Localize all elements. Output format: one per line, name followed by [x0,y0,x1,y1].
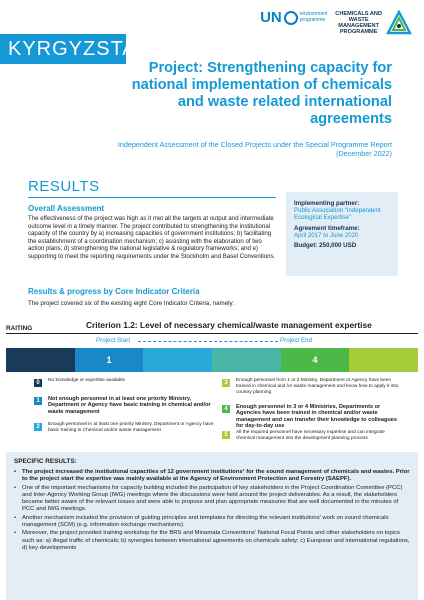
legend-swatch: 3 [222,379,230,387]
legend-swatch: 4 [222,405,230,413]
header-logos [260,10,412,36]
project-end-label: Project End [280,337,312,344]
overall-assessment-text: The effectiveness of the project was high as it met all the targets at output and intermediate outcome level in a timely manner. The project contributed to strengthening the institutional capacity of the country by a) increasing capacities of government institutions; b) facilitating the establishment of a coordination mechanism; c) assisting with the elaboration of two action plans; d) strengthening the national legislative & regulatory frameworks; and e) supporting to meet the reporting requirements under the Stockholm and Basel Conventions. [28,215,276,260]
legend-swatch: 0 [34,379,42,387]
partner-value: Public Association “Independent Ecological Expertise” [294,207,381,222]
legend-text: Enough personnel in at least one priority Ministry, Department or Agency have basic training in Chemical and/or waste management [48,422,214,433]
partner-label: Implementing partner: [294,200,360,207]
list-item: • The project increased the institutional capacities of 12 government institutions¹ for the sound management of chemicals and wastes. Prior to the project start the expertise was mainly available at the Agency of Environment Protection and Forestry (SAEPF). [14,469,412,484]
scale-segment-4: 4 [281,348,350,372]
scale-segment-5 [349,348,418,372]
unep-logo [260,10,327,25]
budget-label: Budget: 250,000 USD [294,242,357,250]
criterion-title: Criterion 1.2: Level of necessary chemical/waste management expertise [86,320,372,330]
country-banner: KYRGYZSTAN [0,34,126,64]
specific-results-box [6,452,418,600]
project-info-panel [286,192,398,276]
unep-mark: UN [260,9,282,26]
results-divider [28,197,276,198]
report-subtitle: Independent Assessment of the Closed Projects under the Special Programme Report (December 2022) [117,140,392,158]
scale-segment-1: 1 [75,348,144,372]
legend-swatch: 5 [222,431,230,439]
specific-results-list [14,469,412,552]
raiting-label: RAITING [6,325,33,332]
results-heading: RESULTS [28,178,100,195]
legend-text: Enough personnel in 3 or 4 Ministries, Departments or Agencies have been trained in chemical and/or waste management and can transfer their knowledge to colleagues for day-to-day use [236,404,398,430]
progress-text: The project covered six of the existing eight Core Indicator Criteria, namely: [28,300,235,307]
specific-results-heading: SPECIFIC RESULTS: [14,458,77,465]
list-item: • One of the important mechanisms for capacity building included the participation of key stakeholders in the Project Coordination Committee (PCC) and Inter-Agency Working Group (IWG) meetings where the discussions were held around the project deliverables. As a result, the stakeholders became better aware of the relevant issues and were able to propose and plan appropriate measures that are well documented in the minutes of PCC and IWG meetings. [14,485,412,514]
legend-swatch: 1 [34,397,42,405]
legend-text: Not enough personnel in at least one priority Ministry, Department or Agency have basic training in chemical and/or waste management [48,396,211,415]
timeframe-label: Agreement timeframe: [294,224,360,232]
overall-assessment-heading: Overall Assessment [28,204,105,213]
timeframe-value: April 2017 to June 2020 [294,231,359,239]
scale-segment-0 [6,348,75,372]
scale-segment-3 [212,348,281,372]
legend-text: Enough personnel from 1 or 2 Ministry, Department or Agency have been trained in chemical and /or waste management and know how to apply it into country planning [236,378,399,395]
list-item: • Moreover, the project provided training workshop for the BRS and Minamata Conventions' National Focal Points and other stakeholders on topics such as: a) illegal traffic of chemicals; b) synergies between international agreements on chemicals safety; c) European and international regulations, d) key developments [14,530,412,552]
project-title: Project: Strengthening capacity for national implementation of chemicals and waste related international agreements [131,60,392,127]
unep-text: environment programme [299,11,328,23]
legend-swatch: 2 [34,423,42,431]
project-start-label: Project Start [96,337,131,344]
triangle-logo-icon [386,10,412,36]
scale-segment-2 [143,348,212,372]
unep-globe-icon [284,11,298,25]
project-span-line [138,341,278,342]
rating-scale-bar [6,348,418,372]
progress-heading: Results & progress by Core Indicator Criteria [28,287,200,296]
legend-text: All the required personnel have necessary expertise and can integrate chemical management into the development planning process [236,430,385,441]
list-item: • Another mechanism included the provision of guiding principles and templates for directing the relevant institutions' work on sound chemicals management (SCM) (e.g. information exchange mechanisms). [14,515,412,530]
legend-text: No knowledge or expertise available [48,378,126,383]
cwm-text: CHEMICALS AND WASTE MANAGEMENT PROGRAMME [335,11,382,35]
cwm-programme-logo [335,10,412,36]
criterion-divider [6,333,418,334]
